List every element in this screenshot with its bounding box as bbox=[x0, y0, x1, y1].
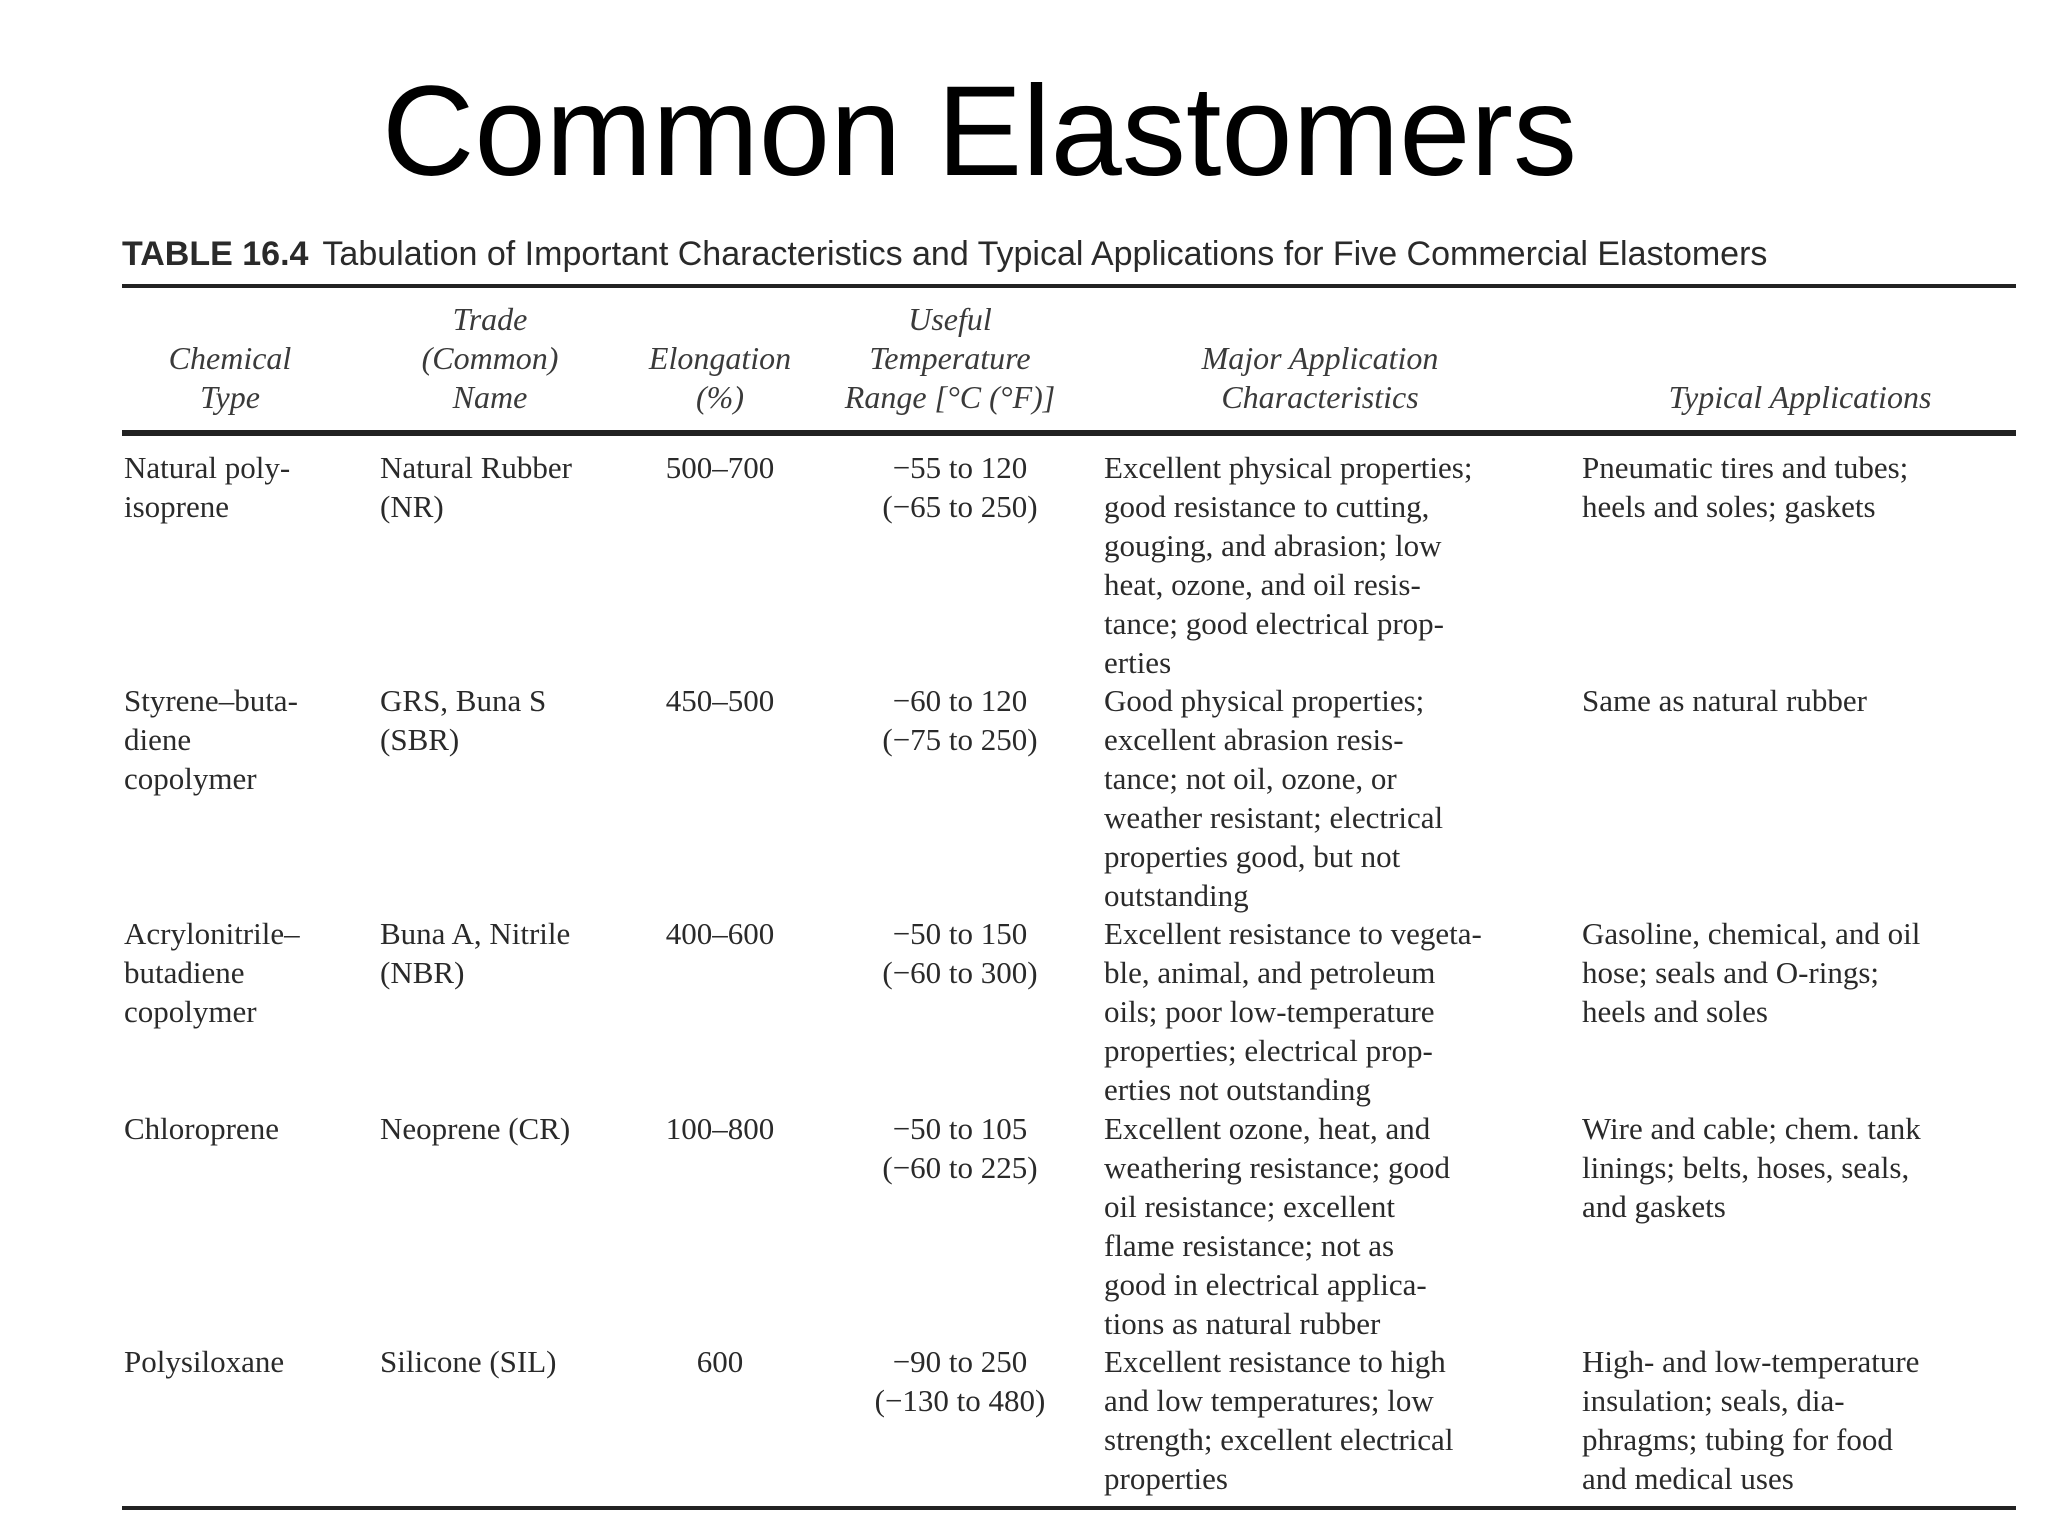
cell-temperature-line: (−60 to 225) bbox=[882, 1150, 1038, 1185]
cell-applications-line: Same as natural rubber bbox=[1582, 683, 1867, 718]
cell-applications-line: Wire and cable; chem. tank bbox=[1582, 1111, 1921, 1146]
cell-characteristics bbox=[1104, 914, 1574, 1109]
table-bottom-rule bbox=[122, 1506, 2016, 1510]
cell-applications-line: hose; seals and O-rings; bbox=[1582, 955, 1880, 990]
cell-applications bbox=[1582, 1342, 2022, 1498]
header-characteristics: Major Application Characteristics bbox=[1201, 340, 1439, 415]
cell-trade-name bbox=[380, 1342, 630, 1381]
cell-chemical-type bbox=[124, 681, 354, 798]
cell-chemical-type-line: Natural poly- bbox=[124, 450, 291, 485]
cell-characteristics-line: good resistance to cutting, bbox=[1104, 489, 1430, 524]
cell-temperature-line: (−60 to 300) bbox=[882, 955, 1038, 990]
header-trade-name: Trade (Common) Name bbox=[421, 301, 559, 415]
cell-characteristics-line: tions as natural rubber bbox=[1104, 1306, 1381, 1341]
cell-characteristics-line: Good physical properties; bbox=[1104, 683, 1425, 718]
cell-characteristics-line: properties; electrical prop- bbox=[1104, 1033, 1433, 1068]
cell-temperature-line: (−65 to 250) bbox=[882, 489, 1038, 524]
cell-characteristics bbox=[1104, 681, 1574, 915]
cell-applications bbox=[1582, 914, 2022, 1031]
table-top-rule bbox=[122, 284, 2016, 288]
cell-applications-line: phragms; tubing for food bbox=[1582, 1422, 1893, 1457]
cell-elongation: 100–800 bbox=[665, 1111, 775, 1146]
cell-characteristics-line: oil resistance; excellent bbox=[1104, 1189, 1395, 1224]
cell-characteristics-line: weather resistant; electrical bbox=[1104, 800, 1444, 835]
cell-characteristics-line: Excellent resistance to high bbox=[1104, 1344, 1446, 1379]
cell-temperature-line: −60 to 120 bbox=[892, 683, 1028, 718]
cell-trade-name-line: GRS, Buna S bbox=[380, 683, 547, 718]
cell-applications bbox=[1582, 681, 2022, 720]
cell-characteristics-line: heat, ozone, and oil resis- bbox=[1104, 567, 1421, 602]
table-caption bbox=[122, 232, 1767, 276]
cell-characteristics-line: strength; excellent electrical bbox=[1104, 1422, 1454, 1457]
cell-trade-name-line: Neoprene (CR) bbox=[380, 1111, 571, 1146]
cell-temperature bbox=[840, 681, 1080, 759]
cell-temperature-line: −90 to 250 bbox=[892, 1344, 1028, 1379]
cell-chemical-type-line: copolymer bbox=[124, 994, 257, 1029]
cell-applications-line: and medical uses bbox=[1582, 1461, 1794, 1496]
header-elongation: Elongation (%) bbox=[648, 340, 792, 415]
cell-chemical-type-line: butadiene bbox=[124, 955, 245, 990]
header-temperature-range: Useful Temperature Range [°C (°F)] bbox=[844, 301, 1056, 415]
cell-characteristics-line: ble, animal, and petroleum bbox=[1104, 955, 1436, 990]
table-number: TABLE 16.4 bbox=[122, 235, 309, 273]
header-chemical-type: Chemical Type bbox=[168, 340, 292, 415]
cell-characteristics-line: properties bbox=[1104, 1461, 1228, 1496]
cell-chemical-type bbox=[124, 914, 354, 1031]
cell-trade-name bbox=[380, 914, 630, 992]
cell-trade-name-line: (NBR) bbox=[380, 955, 465, 990]
cell-applications-line: heels and soles bbox=[1582, 994, 1768, 1029]
cell-characteristics-line: tance; not oil, ozone, or bbox=[1104, 761, 1397, 796]
cell-characteristics-line: gouging, and abrasion; low bbox=[1104, 528, 1442, 563]
cell-temperature-line: −50 to 150 bbox=[892, 916, 1028, 951]
cell-trade-name-line: Buna A, Nitrile bbox=[380, 916, 571, 951]
cell-characteristics-line: Excellent physical properties; bbox=[1104, 450, 1473, 485]
cell-characteristics bbox=[1104, 1342, 1574, 1498]
cell-characteristics-line: tance; good electrical prop- bbox=[1104, 606, 1444, 641]
cell-temperature bbox=[840, 1342, 1080, 1420]
cell-applications-line: Pneumatic tires and tubes; bbox=[1582, 450, 1909, 485]
cell-elongation: 450–500 bbox=[665, 683, 775, 718]
cell-chemical-type-line: Chloroprene bbox=[124, 1111, 279, 1146]
cell-chemical-type-line: diene bbox=[124, 722, 192, 757]
cell-characteristics-line: properties good, but not bbox=[1104, 839, 1401, 874]
cell-characteristics-line: and low temperatures; low bbox=[1104, 1383, 1434, 1418]
table-header-rule bbox=[122, 430, 2016, 436]
cell-trade-name bbox=[380, 1109, 630, 1148]
cell-characteristics-line: Excellent resistance to vegeta- bbox=[1104, 916, 1482, 951]
cell-characteristics-line: Excellent ozone, heat, and bbox=[1104, 1111, 1431, 1146]
cell-chemical-type-line: Polysiloxane bbox=[124, 1344, 285, 1379]
cell-trade-name-line: (NR) bbox=[380, 489, 444, 524]
cell-characteristics-line: excellent abrasion resis- bbox=[1104, 722, 1404, 757]
cell-chemical-type-line: Styrene–buta- bbox=[124, 683, 298, 718]
slide-title: Common Elastomers bbox=[382, 60, 1577, 203]
cell-characteristics-line: oils; poor low-temperature bbox=[1104, 994, 1435, 1029]
cell-applications-line: heels and soles; gaskets bbox=[1582, 489, 1876, 524]
cell-applications bbox=[1582, 1109, 2022, 1226]
cell-temperature bbox=[840, 448, 1080, 526]
cell-trade-name bbox=[380, 448, 630, 526]
cell-temperature-line: (−130 to 480) bbox=[874, 1383, 1046, 1418]
cell-temperature-line: −55 to 120 bbox=[892, 450, 1028, 485]
cell-chemical-type-line: copolymer bbox=[124, 761, 257, 796]
cell-trade-name-line: Silicone (SIL) bbox=[380, 1344, 557, 1379]
cell-applications-line: linings; belts, hoses, seals, bbox=[1582, 1150, 1910, 1185]
cell-applications-line: and gaskets bbox=[1582, 1189, 1726, 1224]
cell-characteristics-line: outstanding bbox=[1104, 878, 1249, 913]
cell-elongation: 400–600 bbox=[665, 916, 775, 951]
cell-trade-name bbox=[380, 681, 630, 759]
cell-temperature-line: (−75 to 250) bbox=[882, 722, 1038, 757]
cell-characteristics bbox=[1104, 1109, 1574, 1343]
cell-chemical-type bbox=[124, 1109, 354, 1148]
cell-characteristics-line: good in electrical applica- bbox=[1104, 1267, 1427, 1302]
cell-applications-line: High- and low-temperature bbox=[1582, 1344, 1920, 1379]
cell-characteristics-line: erties not outstanding bbox=[1104, 1072, 1371, 1107]
cell-trade-name-line: (SBR) bbox=[380, 722, 460, 757]
cell-temperature-line: −50 to 105 bbox=[892, 1111, 1028, 1146]
cell-applications-line: Gasoline, chemical, and oil bbox=[1582, 916, 1921, 951]
cell-characteristics-line: flame resistance; not as bbox=[1104, 1228, 1395, 1263]
cell-elongation: 600 bbox=[696, 1344, 744, 1379]
cell-temperature bbox=[840, 914, 1080, 992]
cell-chemical-type bbox=[124, 1342, 354, 1381]
cell-chemical-type-line: isoprene bbox=[124, 489, 230, 524]
cell-chemical-type bbox=[124, 448, 354, 526]
cell-chemical-type-line: Acrylonitrile– bbox=[124, 916, 300, 951]
table-caption-text: Tabulation of Important Characteristics and Typical Applications for Five Commercial Elastomers bbox=[322, 235, 1768, 273]
cell-applications-line: insulation; seals, dia- bbox=[1582, 1383, 1845, 1418]
cell-trade-name-line: Natural Rubber bbox=[380, 450, 572, 485]
cell-elongation: 500–700 bbox=[665, 450, 775, 485]
cell-characteristics bbox=[1104, 448, 1574, 682]
header-typical-applications: Typical Applications bbox=[1668, 379, 1932, 415]
cell-characteristics-line: weathering resistance; good bbox=[1104, 1150, 1451, 1185]
cell-applications bbox=[1582, 448, 2022, 526]
cell-temperature bbox=[840, 1109, 1080, 1187]
cell-characteristics-line: erties bbox=[1104, 645, 1172, 680]
